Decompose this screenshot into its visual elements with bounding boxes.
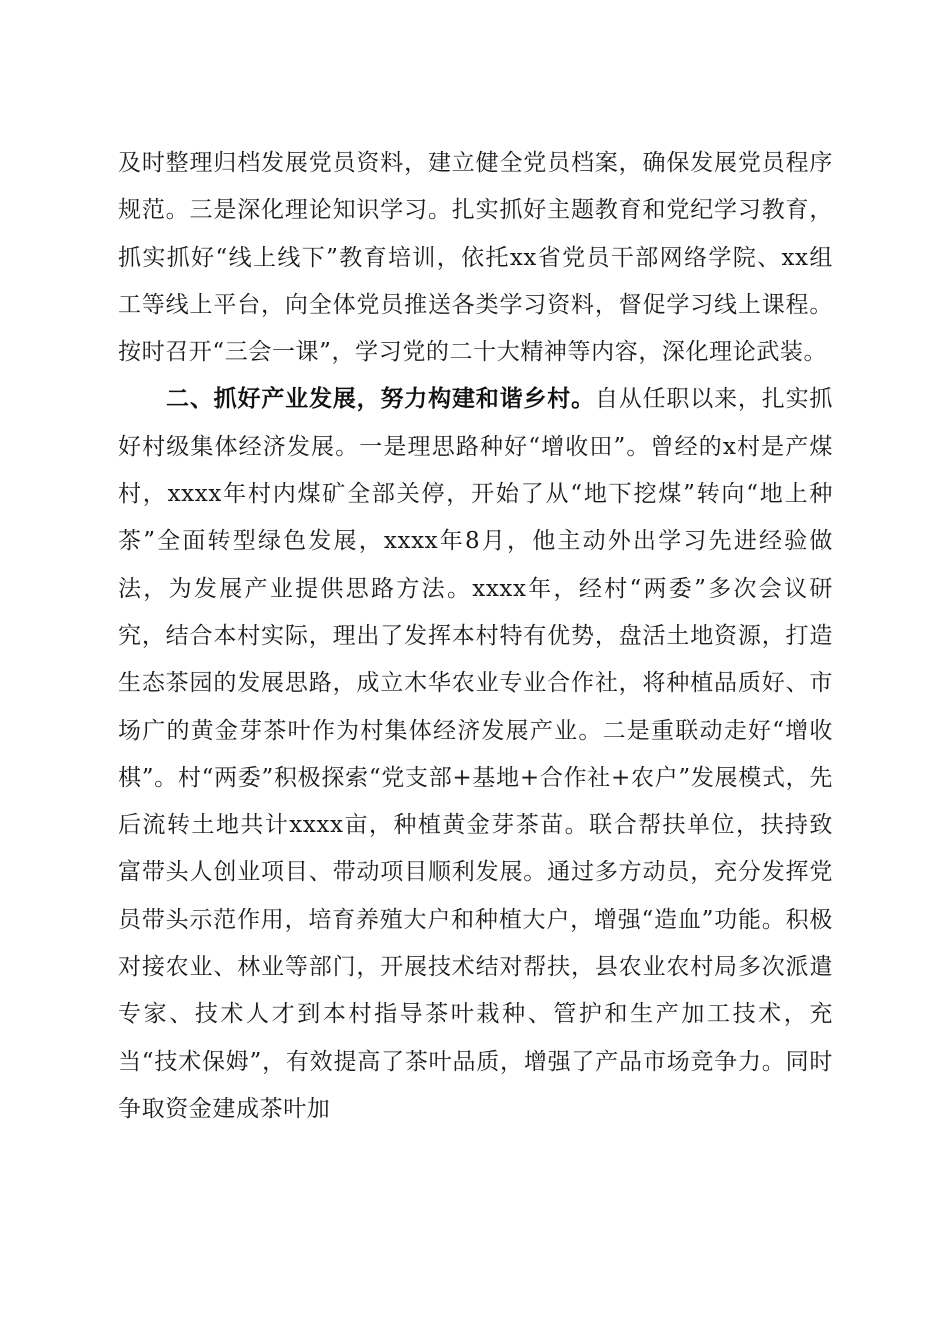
section-2-body: 自从任职以来，扎实抓好村级集体经济发展。一是理思路种好“增收田”。曾经的x村是产煤村，xxxx年村内煤矿全部关停，开始了从“地下挖煤”转向“地上种茶”全面转型绿色发展，xxxx年8月，他主动外出学习先进经验做法，为发展产业提供思路方法。xxxx年，经村“两委”多次会议研究，结合本村实际，理出了发挥本村特有优势，盘活土地资源，打造生态茶园的发展思路，成立木华农业专业合作社，将种植品质好、市场广的黄金芽茶叶作为村集体经济发展产业。二是重联动走好“增收棋”。村“两委”积极探索“党支部+基地+合作社+农户”发展模式，先后流转土地共计xxxx亩，种植黄金芽茶苗。联合帮扶单位，扶持致富带头人创业项目、带动项目顺利发展。通过多方动员，充分发挥党员带头示范作用，培育养殖大户和种植大户，增强“造血”功能。积极对接农业、林业等部门，开展技术结对帮扶，县农业农村局多次派遣专家、技术人才到本村指导茶叶栽种、管护和生产加工技术，充当“技术保姆”，有效提高了茶叶品质，增强了产品市场竞争力。同时争取资金建成茶叶加: [118, 386, 834, 1122]
document-body: [118, 140, 833, 1133]
paragraph-continuation: 及时整理归档发展党员资料，建立健全党员档案，确保发展党员程序规范。三是深化理论知识学习。扎实抓好主题教育和党纪学习教育，抓实抓好“线上线下”教育培训，依托xx省党员干部网络学院、xx组工等线上平台，向全体党员推送各类学习资料，督促学习线上课程。按时召开“三会一课”，学习党的二十大精神等内容，深化理论武装。: [118, 150, 833, 366]
section-2-heading: 二、抓好产业发展，努力构建和谐乡村。: [166, 386, 595, 413]
section-2-paragraph: [118, 376, 833, 1133]
